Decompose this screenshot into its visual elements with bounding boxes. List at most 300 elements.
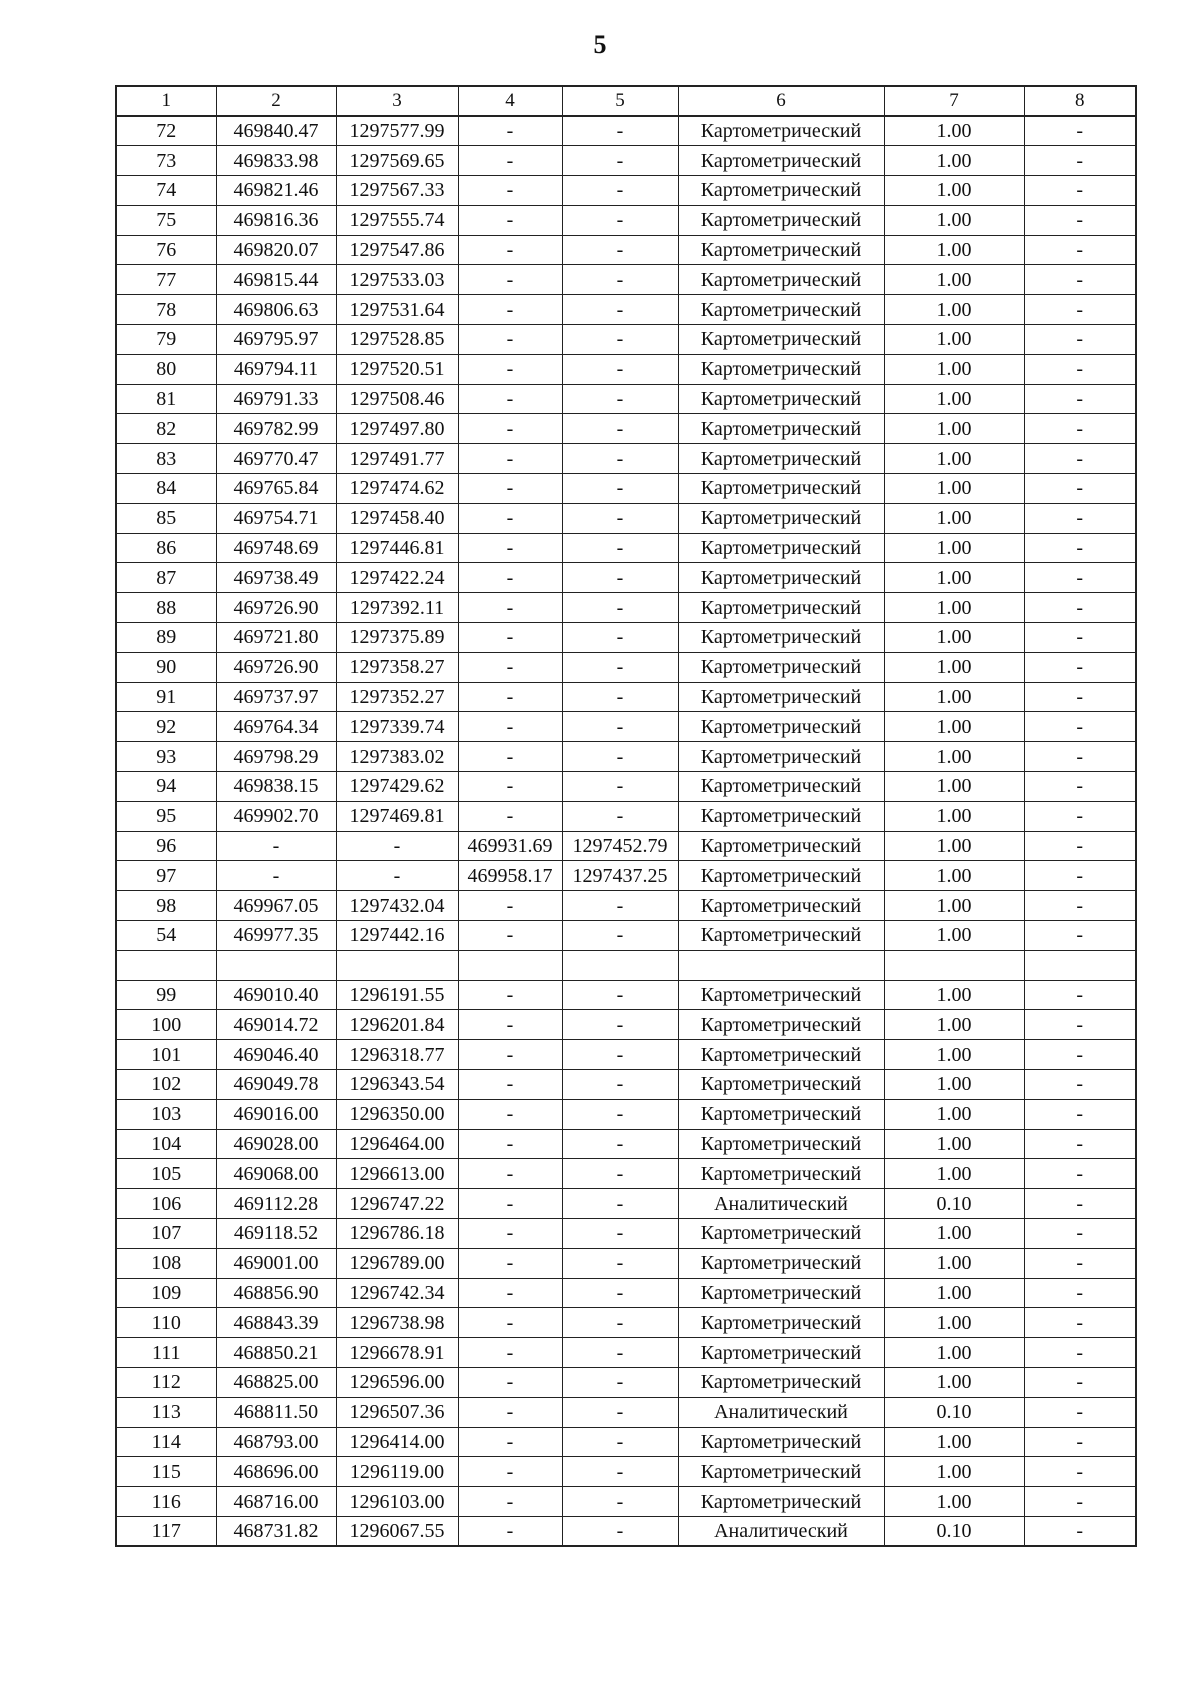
cell-y-coordinate: 1297458.40 [336, 503, 458, 533]
cell-accuracy: 1.00 [884, 235, 1024, 265]
cell-y-coordinate-alt: 1297452.79 [562, 831, 678, 861]
cell-y-coordinate-alt: - [562, 652, 678, 682]
cell-y-coordinate: 1296103.00 [336, 1487, 458, 1517]
cell-point-number: 91 [116, 682, 216, 712]
cell-x-coordinate-alt: - [458, 1487, 562, 1517]
cell-accuracy: 0.10 [884, 1189, 1024, 1219]
cell-x-coordinate-alt: - [458, 891, 562, 921]
cell-x-coordinate-alt: - [458, 1397, 562, 1427]
cell-x-coordinate-alt: - [458, 1367, 562, 1397]
cell-note: - [1024, 503, 1136, 533]
table-row [116, 1457, 1136, 1487]
cell-accuracy: 1.00 [884, 265, 1024, 295]
cell-method: Картометрический [678, 1040, 884, 1070]
cell-y-coordinate: 1297469.81 [336, 801, 458, 831]
cell-x-coordinate: 469721.80 [216, 623, 336, 653]
table-row [116, 1397, 1136, 1427]
cell-method: Картометрический [678, 861, 884, 891]
cell-method: Картометрический [678, 921, 884, 951]
cell-note: - [1024, 116, 1136, 146]
cell-x-coordinate-alt: - [458, 1516, 562, 1546]
cell-accuracy: 1.00 [884, 1457, 1024, 1487]
cell-y-coordinate: 1296596.00 [336, 1367, 458, 1397]
table-row [116, 1278, 1136, 1308]
cell-accuracy: 1.00 [884, 503, 1024, 533]
table-row [116, 1040, 1136, 1070]
cell-accuracy: 1.00 [884, 921, 1024, 951]
cell-method: Картометрический [678, 1248, 884, 1278]
cell-point-number: 105 [116, 1159, 216, 1189]
cell-y-coordinate-alt: - [562, 891, 678, 921]
cell-x-coordinate: 469967.05 [216, 891, 336, 921]
cell-point-number: 74 [116, 176, 216, 206]
cell-y-coordinate-alt: - [562, 1099, 678, 1129]
column-header-6: 6 [678, 86, 884, 116]
cell-y-coordinate-alt: - [562, 325, 678, 355]
cell-note: - [1024, 1129, 1136, 1159]
cell-accuracy: 1.00 [884, 563, 1024, 593]
cell-x-coordinate: 468850.21 [216, 1338, 336, 1368]
cell-note: - [1024, 801, 1136, 831]
cell-method: Картометрический [678, 772, 884, 802]
table-row [116, 384, 1136, 414]
cell-y-coordinate-alt: - [562, 1308, 678, 1338]
cell-point-number: 75 [116, 205, 216, 235]
cell-y-coordinate: 1297567.33 [336, 176, 458, 206]
cell-y-coordinate-alt [562, 950, 678, 980]
cell-note: - [1024, 980, 1136, 1010]
cell-accuracy: 1.00 [884, 116, 1024, 146]
cell-note: - [1024, 682, 1136, 712]
cell-accuracy: 1.00 [884, 801, 1024, 831]
table-header-row [116, 86, 1136, 116]
cell-method: Картометрический [678, 1367, 884, 1397]
cell-point-number: 85 [116, 503, 216, 533]
cell-point-number: 103 [116, 1099, 216, 1129]
cell-accuracy: 1.00 [884, 742, 1024, 772]
cell-x-coordinate-alt: - [458, 1010, 562, 1040]
cell-method: Картометрический [678, 742, 884, 772]
cell-accuracy: 1.00 [884, 354, 1024, 384]
column-header-3: 3 [336, 86, 458, 116]
table-row [116, 891, 1136, 921]
cell-x-coordinate: - [216, 861, 336, 891]
cell-point-number: 72 [116, 116, 216, 146]
cell-y-coordinate: 1297442.16 [336, 921, 458, 951]
cell-point-number: 92 [116, 712, 216, 742]
cell-y-coordinate: 1297375.89 [336, 623, 458, 653]
cell-y-coordinate: 1296747.22 [336, 1189, 458, 1219]
table-row [116, 652, 1136, 682]
cell-point-number: 90 [116, 652, 216, 682]
cell-y-coordinate-alt: - [562, 742, 678, 772]
cell-method: Картометрический [678, 384, 884, 414]
cell-accuracy: 1.00 [884, 1487, 1024, 1517]
cell-y-coordinate: 1297422.24 [336, 563, 458, 593]
cell-method: Картометрический [678, 623, 884, 653]
cell-note: - [1024, 474, 1136, 504]
cell-point-number: 76 [116, 235, 216, 265]
cell-point-number: 88 [116, 593, 216, 623]
cell-accuracy [884, 950, 1024, 980]
cell-y-coordinate-alt: - [562, 563, 678, 593]
cell-y-coordinate-alt: - [562, 1487, 678, 1517]
cell-note: - [1024, 861, 1136, 891]
cell-y-coordinate: 1297432.04 [336, 891, 458, 921]
cell-note: - [1024, 1010, 1136, 1040]
cell-note: - [1024, 593, 1136, 623]
cell-y-coordinate: 1297383.02 [336, 742, 458, 772]
table-row [116, 921, 1136, 951]
cell-x-coordinate-alt: - [458, 742, 562, 772]
cell-y-coordinate-alt: - [562, 712, 678, 742]
cell-x-coordinate: 469838.15 [216, 772, 336, 802]
cell-x-coordinate-alt: - [458, 146, 562, 176]
cell-point-number: 86 [116, 533, 216, 563]
cell-y-coordinate-alt: - [562, 444, 678, 474]
table-row [116, 503, 1136, 533]
column-header-8: 8 [1024, 86, 1136, 116]
cell-note: - [1024, 712, 1136, 742]
table-row [116, 1516, 1136, 1546]
table-row [116, 1070, 1136, 1100]
cell-y-coordinate [336, 950, 458, 980]
cell-method: Картометрический [678, 712, 884, 742]
cell-y-coordinate: - [336, 831, 458, 861]
cell-y-coordinate-alt: - [562, 1397, 678, 1427]
cell-note: - [1024, 176, 1136, 206]
cell-y-coordinate: 1296191.55 [336, 980, 458, 1010]
cell-x-coordinate-alt: - [458, 533, 562, 563]
cell-method: Картометрический [678, 265, 884, 295]
cell-point-number: 107 [116, 1218, 216, 1248]
cell-y-coordinate-alt: - [562, 1129, 678, 1159]
cell-method: Картометрический [678, 980, 884, 1010]
cell-x-coordinate-alt: - [458, 414, 562, 444]
cell-x-coordinate: 469815.44 [216, 265, 336, 295]
page-number: 5 [593, 30, 607, 59]
cell-x-coordinate-alt: - [458, 623, 562, 653]
table-row [116, 116, 1136, 146]
cell-y-coordinate-alt: - [562, 772, 678, 802]
cell-accuracy: 1.00 [884, 444, 1024, 474]
cell-point-number: 87 [116, 563, 216, 593]
cell-note: - [1024, 354, 1136, 384]
table-row [116, 265, 1136, 295]
cell-point-number: 117 [116, 1516, 216, 1546]
cell-note: - [1024, 921, 1136, 951]
cell-y-coordinate: 1296789.00 [336, 1248, 458, 1278]
cell-point-number: 95 [116, 801, 216, 831]
cell-x-coordinate: 469118.52 [216, 1218, 336, 1248]
cell-x-coordinate: 469821.46 [216, 176, 336, 206]
table-row [116, 623, 1136, 653]
cell-y-coordinate-alt: - [562, 354, 678, 384]
cell-x-coordinate: 469049.78 [216, 1070, 336, 1100]
cell-y-coordinate-alt: - [562, 146, 678, 176]
cell-x-coordinate-alt: - [458, 503, 562, 533]
table-row [116, 593, 1136, 623]
cell-x-coordinate: 469068.00 [216, 1159, 336, 1189]
cell-y-coordinate-alt: 1297437.25 [562, 861, 678, 891]
cell-x-coordinate-alt: - [458, 563, 562, 593]
cell-x-coordinate-alt: - [458, 682, 562, 712]
cell-y-coordinate: 1297358.27 [336, 652, 458, 682]
cell-x-coordinate: 468731.82 [216, 1516, 336, 1546]
cell-y-coordinate: 1297446.81 [336, 533, 458, 563]
cell-y-coordinate: 1297497.80 [336, 414, 458, 444]
table-row [116, 533, 1136, 563]
cell-method: Картометрический [678, 1099, 884, 1129]
cell-x-coordinate-alt: - [458, 354, 562, 384]
cell-point-number: 97 [116, 861, 216, 891]
cell-accuracy: 1.00 [884, 1040, 1024, 1070]
table-row [116, 712, 1136, 742]
cell-y-coordinate: 1297339.74 [336, 712, 458, 742]
cell-point-number: 54 [116, 921, 216, 951]
cell-accuracy: 1.00 [884, 1099, 1024, 1129]
cell-note: - [1024, 831, 1136, 861]
cell-x-coordinate-alt: - [458, 474, 562, 504]
cell-note: - [1024, 1457, 1136, 1487]
cell-y-coordinate: 1297392.11 [336, 593, 458, 623]
cell-x-coordinate-alt: - [458, 1308, 562, 1338]
cell-y-coordinate: 1297555.74 [336, 205, 458, 235]
cell-y-coordinate: 1296067.55 [336, 1516, 458, 1546]
cell-accuracy: 1.00 [884, 712, 1024, 742]
cell-method: Картометрический [678, 1070, 884, 1100]
cell-y-coordinate-alt: - [562, 921, 678, 951]
cell-note: - [1024, 1308, 1136, 1338]
cell-point-number: 94 [116, 772, 216, 802]
cell-accuracy: 1.00 [884, 533, 1024, 563]
cell-method: Картометрический [678, 1427, 884, 1457]
cell-accuracy: 1.00 [884, 295, 1024, 325]
cell-method: Картометрический [678, 1129, 884, 1159]
cell-note [1024, 950, 1136, 980]
cell-method: Картометрический [678, 891, 884, 921]
cell-note: - [1024, 623, 1136, 653]
cell-x-coordinate: 469764.34 [216, 712, 336, 742]
cell-x-coordinate-alt: - [458, 593, 562, 623]
cell-note: - [1024, 1278, 1136, 1308]
cell-accuracy: 1.00 [884, 652, 1024, 682]
cell-note: - [1024, 1099, 1136, 1129]
cell-point-number: 82 [116, 414, 216, 444]
cell-method: Картометрический [678, 1159, 884, 1189]
table-row [116, 414, 1136, 444]
table-row [116, 205, 1136, 235]
table-row [116, 1308, 1136, 1338]
cell-accuracy: 1.00 [884, 1218, 1024, 1248]
cell-point-number: 89 [116, 623, 216, 653]
cell-method: Картометрический [678, 831, 884, 861]
cell-x-coordinate-alt: - [458, 235, 562, 265]
cell-y-coordinate-alt: - [562, 1278, 678, 1308]
cell-y-coordinate: - [336, 861, 458, 891]
cell-y-coordinate-alt: - [562, 1516, 678, 1546]
cell-note: - [1024, 1487, 1136, 1517]
cell-method: Аналитический [678, 1516, 884, 1546]
cell-x-coordinate: 469726.90 [216, 652, 336, 682]
cell-y-coordinate: 1296507.36 [336, 1397, 458, 1427]
cell-note: - [1024, 325, 1136, 355]
column-header-7: 7 [884, 86, 1024, 116]
cell-y-coordinate-alt: - [562, 1010, 678, 1040]
cell-method: Картометрический [678, 1218, 884, 1248]
cell-x-coordinate-alt: - [458, 325, 562, 355]
cell-x-coordinate: 469794.11 [216, 354, 336, 384]
cell-x-coordinate: 469840.47 [216, 116, 336, 146]
cell-x-coordinate-alt: - [458, 1457, 562, 1487]
cell-y-coordinate-alt: - [562, 533, 678, 563]
cell-y-coordinate-alt: - [562, 414, 678, 444]
cell-x-coordinate-alt: - [458, 1338, 562, 1368]
cell-note: - [1024, 1516, 1136, 1546]
cell-y-coordinate: 1296464.00 [336, 1129, 458, 1159]
cell-y-coordinate-alt: - [562, 1159, 678, 1189]
cell-y-coordinate-alt: - [562, 1457, 678, 1487]
table-row [116, 1010, 1136, 1040]
cell-x-coordinate-alt: - [458, 1189, 562, 1219]
cell-note: - [1024, 1218, 1136, 1248]
cell-x-coordinate-alt: - [458, 1218, 562, 1248]
cell-accuracy: 1.00 [884, 623, 1024, 653]
cell-x-coordinate-alt [458, 950, 562, 980]
cell-y-coordinate: 1296119.00 [336, 1457, 458, 1487]
column-header-1: 1 [116, 86, 216, 116]
cell-method: Аналитический [678, 1189, 884, 1219]
cell-method: Картометрический [678, 1010, 884, 1040]
cell-method: Картометрический [678, 235, 884, 265]
cell-x-coordinate: 469748.69 [216, 533, 336, 563]
cell-x-coordinate-alt: - [458, 444, 562, 474]
cell-x-coordinate-alt: - [458, 295, 562, 325]
cell-note: - [1024, 1070, 1136, 1100]
cell-y-coordinate: 1297533.03 [336, 265, 458, 295]
column-header-2: 2 [216, 86, 336, 116]
table-row [116, 444, 1136, 474]
cell-y-coordinate-alt: - [562, 1427, 678, 1457]
cell-y-coordinate: 1297429.62 [336, 772, 458, 802]
table-row [116, 563, 1136, 593]
coordinates-table [115, 85, 1137, 1547]
cell-method: Картометрический [678, 1308, 884, 1338]
cell-x-coordinate-alt: - [458, 652, 562, 682]
table-row [116, 295, 1136, 325]
cell-point-number: 110 [116, 1308, 216, 1338]
cell-point-number: 112 [116, 1367, 216, 1397]
cell-y-coordinate: 1297352.27 [336, 682, 458, 712]
cell-method: Картометрический [678, 503, 884, 533]
cell-note: - [1024, 1189, 1136, 1219]
cell-x-coordinate-alt: 469931.69 [458, 831, 562, 861]
cell-x-coordinate: 469046.40 [216, 1040, 336, 1070]
cell-method: Картометрический [678, 146, 884, 176]
cell-method: Картометрический [678, 682, 884, 712]
cell-x-coordinate: 469806.63 [216, 295, 336, 325]
cell-y-coordinate-alt: - [562, 116, 678, 146]
cell-accuracy: 1.00 [884, 1010, 1024, 1040]
cell-y-coordinate: 1296350.00 [336, 1099, 458, 1129]
cell-note: - [1024, 444, 1136, 474]
cell-point-number: 113 [116, 1397, 216, 1427]
cell-accuracy: 1.00 [884, 980, 1024, 1010]
cell-note: - [1024, 414, 1136, 444]
cell-point-number: 116 [116, 1487, 216, 1517]
cell-note: - [1024, 265, 1136, 295]
cell-x-coordinate: 468856.90 [216, 1278, 336, 1308]
cell-accuracy: 1.00 [884, 1248, 1024, 1278]
cell-point-number: 101 [116, 1040, 216, 1070]
cell-point-number: 73 [116, 146, 216, 176]
cell-accuracy: 1.00 [884, 1427, 1024, 1457]
cell-y-coordinate: 1296201.84 [336, 1010, 458, 1040]
cell-x-coordinate: 469902.70 [216, 801, 336, 831]
cell-x-coordinate-alt: - [458, 1099, 562, 1129]
table-row [116, 742, 1136, 772]
cell-note: - [1024, 146, 1136, 176]
cell-point-number [116, 950, 216, 980]
table-row [116, 176, 1136, 206]
cell-point-number: 77 [116, 265, 216, 295]
cell-note: - [1024, 891, 1136, 921]
cell-y-coordinate-alt: - [562, 593, 678, 623]
cell-method: Картометрический [678, 176, 884, 206]
cell-x-coordinate-alt: - [458, 205, 562, 235]
cell-point-number: 100 [116, 1010, 216, 1040]
cell-y-coordinate: 1296738.98 [336, 1308, 458, 1338]
cell-y-coordinate-alt: - [562, 265, 678, 295]
cell-y-coordinate: 1296742.34 [336, 1278, 458, 1308]
table-row [116, 235, 1136, 265]
cell-x-coordinate: 469010.40 [216, 980, 336, 1010]
cell-y-coordinate-alt: - [562, 1218, 678, 1248]
cell-accuracy: 1.00 [884, 593, 1024, 623]
cell-note: - [1024, 235, 1136, 265]
cell-x-coordinate-alt: - [458, 1159, 562, 1189]
cell-point-number: 81 [116, 384, 216, 414]
cell-point-number: 111 [116, 1338, 216, 1368]
table-row [116, 801, 1136, 831]
cell-accuracy: 1.00 [884, 205, 1024, 235]
table-row [116, 950, 1136, 980]
cell-accuracy: 1.00 [884, 1338, 1024, 1368]
column-header-5: 5 [562, 86, 678, 116]
cell-x-coordinate-alt: - [458, 1070, 562, 1100]
cell-x-coordinate: 468793.00 [216, 1427, 336, 1457]
table-row [116, 861, 1136, 891]
cell-point-number: 114 [116, 1427, 216, 1457]
cell-x-coordinate: 468843.39 [216, 1308, 336, 1338]
cell-x-coordinate: 469028.00 [216, 1129, 336, 1159]
cell-note: - [1024, 384, 1136, 414]
cell-point-number: 109 [116, 1278, 216, 1308]
cell-x-coordinate: 469977.35 [216, 921, 336, 951]
cell-y-coordinate-alt: - [562, 1070, 678, 1100]
table-row [116, 1248, 1136, 1278]
cell-x-coordinate: 469816.36 [216, 205, 336, 235]
cell-method [678, 950, 884, 980]
cell-method: Картометрический [678, 414, 884, 444]
table-row [116, 831, 1136, 861]
cell-x-coordinate: 469795.97 [216, 325, 336, 355]
cell-accuracy: 1.00 [884, 474, 1024, 504]
cell-note: - [1024, 652, 1136, 682]
column-header-4: 4 [458, 86, 562, 116]
cell-method: Картометрический [678, 1487, 884, 1517]
cell-y-coordinate-alt: - [562, 205, 678, 235]
